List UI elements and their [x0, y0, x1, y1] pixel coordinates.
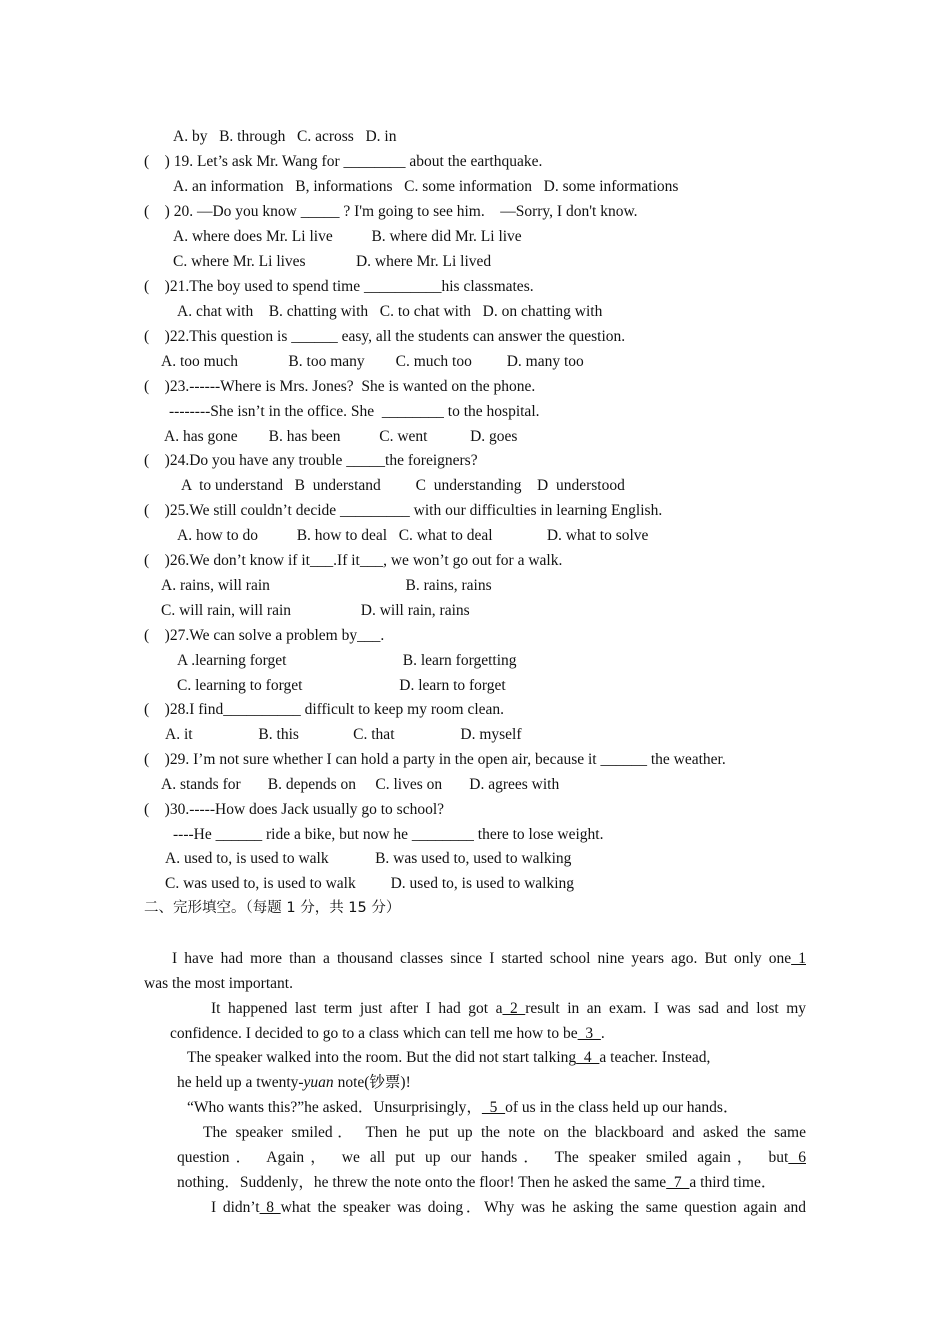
passage-line-8: The speaker smiled． Then he put up the note on the blackboard and asked the same — [203, 1124, 806, 1141]
question-27-options-ab: A .learning forget B. learn forgetting — [177, 652, 517, 669]
passage-line-7: “Who wants this?”he asked．Unsurprisingly， 5 of us in the class held up our hands． — [187, 1099, 739, 1116]
passage-line-11: I didn’t 8 what the speaker was doing．Why was he asking the same question again and — [211, 1199, 807, 1216]
question-27: ( )27.We can solve a problem by___. — [144, 627, 385, 644]
question-20-options-cd: C. where Mr. Li lives D. where Mr. Li lived — [173, 253, 492, 270]
question-18-options: A. by B. through C. across D. in — [173, 128, 397, 145]
question-22: ( )22.This question is ______ easy, all the students can answer the question. — [144, 328, 626, 345]
section-2-heading: 二、完形填空。（每题 1 分，共 15 分） — [144, 900, 401, 916]
question-29: ( )29. I’m not sure whether I can hold a party in the open air, because it ______ the weather. — [144, 751, 726, 768]
question-26: ( )26.We don’t know if it___.If it___, we won’t go out for a walk. — [144, 552, 563, 569]
passage-line-1: I have had more than a thousand classes since I started school nine years ago. But only one 1 — [172, 950, 806, 967]
question-30-reply: ----He ______ ride a bike, but now he ________ there to lose weight. — [173, 826, 604, 843]
blank-8: 8 — [259, 1199, 281, 1216]
question-29-options: A. stands for B. depends on C. lives on D. agrees with — [161, 776, 560, 793]
passage-line-9: question． Again， we all put up our hands． The speaker smiled again， but 6 — [177, 1149, 806, 1166]
passage-line-5: The speaker walked into the room. But the did not start talking 4 a teacher. Instead, — [187, 1049, 711, 1066]
question-23-reply: --------She isn’t in the office. She ________ to the hospital. — [169, 403, 540, 420]
question-27-options-cd: C. learning to forget D. learn to forget — [177, 677, 506, 694]
question-30-options-ab: A. used to, is used to walk B. was used to, used to walking — [165, 850, 572, 867]
question-24: ( )24.Do you have any trouble _____the foreigners? — [144, 452, 478, 469]
blank-6: 6 — [788, 1149, 806, 1166]
passage-line-4: confidence. I decided to go to a class which can tell me how to be 3 . — [170, 1025, 605, 1042]
blank-3: 3 — [577, 1025, 601, 1042]
question-26-options-cd: C. will rain, will rain D. will rain, rains — [161, 602, 470, 619]
question-22-options: A. too much B. too many C. much too D. many too — [161, 353, 584, 370]
question-30: ( )30.-----How does Jack usually go to school? — [144, 801, 445, 818]
question-30-options-cd: C. was used to, is used to walk D. used to, is used to walking — [165, 875, 575, 892]
blank-1: 1 — [791, 950, 806, 967]
question-28-options: A. it B. this C. that D. myself — [165, 726, 522, 743]
question-24-options: A to understand B understand C understanding D understood — [181, 477, 625, 494]
question-23-options: A. has gone B. has been C. went D. goes — [164, 428, 518, 445]
question-19: ( ) 19. Let’s ask Mr. Wang for ________ about the earthquake. — [144, 153, 543, 170]
blank-2: 2 — [502, 1000, 526, 1017]
question-25-options: A. how to do B. how to deal C. what to deal D. what to solve — [177, 527, 649, 544]
blank-5: 5 — [481, 1099, 506, 1116]
passage-line-3: It happened last term just after I had got a 2 result in an exam. I was sad and lost my — [211, 1000, 807, 1017]
question-28: ( )28.I find__________ difficult to keep my room clean. — [144, 701, 505, 718]
passage-line-6: he held up a twenty-yuan note(钞票)! — [177, 1074, 411, 1091]
blank-7: 7 — [666, 1174, 690, 1191]
question-20-options-ab: A. where does Mr. Li live B. where did Mr. Li live — [173, 228, 522, 245]
passage-line-10: nothing．Suddenly，he threw the note onto the floor! Then he asked the same 7 a third time． — [177, 1174, 777, 1191]
blank-4: 4 — [576, 1049, 600, 1066]
question-25: ( )25.We still couldn’t decide _________ with our difficulties in learning English. — [144, 502, 663, 519]
question-20: ( ) 20. —Do you know _____ ? I'm going to see him. —Sorry, I don't know. — [144, 203, 638, 220]
passage-line-2: was the most important. — [144, 975, 293, 992]
question-19-options: A. an information B, informations C. some information D. some informations — [173, 178, 679, 195]
question-23: ( )23.------Where is Mrs. Jones? She is wanted on the phone. — [144, 378, 536, 395]
question-21-options: A. chat with B. chatting with C. to chat with D. on chatting with — [177, 303, 603, 320]
question-21: ( )21.The boy used to spend time __________his classmates. — [144, 278, 534, 295]
question-26-options-ab: A. rains, will rain B. rains, rains — [161, 577, 492, 594]
